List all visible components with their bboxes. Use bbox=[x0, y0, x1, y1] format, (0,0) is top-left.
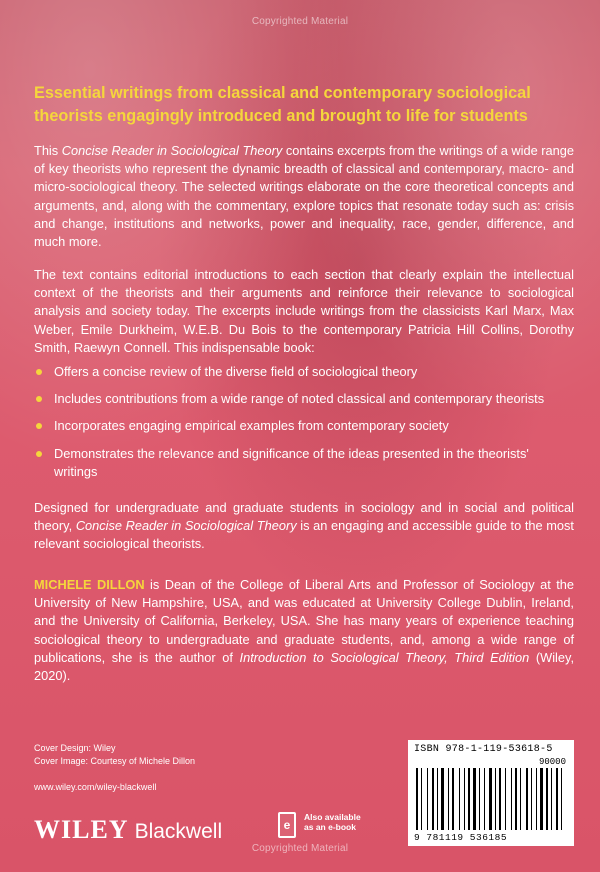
author-bio: MICHELE DILLON is Dean of the College of Liberal Arts and Professor of Sociology at the University of New Hampshire, USA, and was educated at University College Dublin, Ireland, and the University of California, Berkeley, USA. She has many years of experience teaching sociological theory to undergraduate and graduate students, and, among a wide range of publications, she is the author of Introduction to Sociological Theory, Third Edition (Wiley, 2020). bbox=[34, 577, 575, 684]
barcode-stripe bbox=[468, 768, 470, 830]
list-item: Demonstrates the relevance and significance of the ideas presented in the theorists' writings bbox=[34, 445, 564, 481]
ebook-line-1: Also available bbox=[304, 812, 361, 822]
barcode-stripe bbox=[499, 768, 501, 830]
description-paragraph-1: This Concise Reader in Sociological Theory contains excerpts from the writings of a wide range of key theorists who represent the dynamic breadth of classical and contemporary, macro- and micro-sociological theory. The selected writings elaborate on the core theoretical concepts and arguments, and, along with the commentary, explore topics that resonate today such as: crisis and change, institutions and networks, power and inequality, race, gender, difference, and much more. bbox=[34, 143, 575, 250]
barcode-stripe bbox=[416, 768, 418, 830]
barcode-stripe bbox=[473, 768, 476, 830]
ebook-notice bbox=[278, 812, 361, 838]
barcode-stripe bbox=[526, 768, 528, 830]
publisher-logo bbox=[34, 815, 222, 845]
watermark-bottom: Copyrighted Material bbox=[251, 843, 349, 854]
barcode-stripe bbox=[511, 768, 512, 830]
barcode-stripe bbox=[561, 768, 562, 830]
barcode-stripe bbox=[531, 768, 532, 830]
author-name: MICHELE DILLON bbox=[34, 577, 145, 592]
barcode-stripe bbox=[441, 768, 444, 830]
barcode-stripe bbox=[432, 768, 434, 830]
barcode-stripe bbox=[520, 768, 521, 830]
author-book-title: Introduction to Sociological Theory, Third Edition bbox=[239, 649, 530, 665]
list-item: Incorporates engaging empirical examples from contemporary society bbox=[34, 417, 564, 435]
logo-wiley: WILEY bbox=[34, 815, 129, 844]
book-title: Concise Reader in Sociological Theory bbox=[75, 518, 297, 534]
headline: Essential writings from classical and contemporary sociological theorists engagingly introduced and brought to life for students bbox=[34, 84, 531, 125]
barcode-stripe bbox=[536, 768, 537, 830]
barcode-stripe bbox=[459, 768, 460, 830]
cover-design-credit: Cover Design: Wiley bbox=[34, 743, 116, 753]
isbn-label: ISBN 978-1-119-53618-5 bbox=[414, 744, 553, 755]
barcode-stripe bbox=[479, 768, 480, 830]
publisher-url[interactable]: www.wiley.com/wiley-blackwell bbox=[34, 782, 157, 792]
barcode-stripe bbox=[489, 768, 492, 830]
barcode-stripe bbox=[448, 768, 449, 830]
book-title: Concise Reader in Sociological Theory bbox=[61, 143, 283, 158]
barcode-stripe bbox=[427, 768, 428, 830]
barcode-stripe bbox=[464, 768, 465, 830]
description-paragraph-2: The text contains editorial introductions to each section that clearly explain the intellectual context of the theorists and their arguments and reinforce their relevance to sociological analysis and society today. The excerpts include writings from the classicists Karl Marx, Max Weber, Emile Durkheim, W.E.B. Du Bois to the contemporary Patricia Hill Collins, Dorothy Smith, Raewyn Connell. This indispensable book: bbox=[34, 267, 574, 355]
bullet-icon bbox=[36, 396, 42, 402]
barcode-stripe bbox=[505, 768, 506, 830]
barcode-stripe bbox=[546, 768, 548, 830]
bullet-icon bbox=[36, 369, 42, 375]
barcode-bars bbox=[416, 768, 568, 830]
ebook-icon: e bbox=[278, 812, 296, 838]
watermark-top: Copyrighted Material bbox=[251, 16, 349, 27]
barcode-stripe bbox=[437, 768, 438, 830]
list-item: Offers a concise review of the diverse field of sociological theory bbox=[34, 363, 564, 381]
barcode-stripe bbox=[495, 768, 496, 830]
bullet-icon bbox=[36, 423, 42, 429]
barcode-stripe bbox=[484, 768, 485, 830]
barcode-stripe bbox=[515, 768, 517, 830]
feature-list bbox=[34, 363, 564, 490]
barcode-stripe bbox=[556, 768, 558, 830]
barcode-number: 9 781119 536185 bbox=[414, 832, 508, 843]
list-item: Includes contributions from a wide range of noted classical and contemporary theorists bbox=[34, 390, 564, 408]
price-addon: 90000 bbox=[538, 757, 566, 767]
barcode-stripe bbox=[540, 768, 543, 830]
bullet-icon bbox=[36, 451, 42, 457]
ebook-line-2: as an e-book bbox=[304, 822, 356, 832]
logo-blackwell: Blackwell bbox=[134, 820, 223, 843]
isbn-barcode bbox=[408, 740, 574, 846]
barcode-stripe bbox=[551, 768, 552, 830]
audience-paragraph: Designed for undergraduate and graduate students in sociology and in social and political theory, Concise Reader in Sociological Theory is an engaging and accessible guide to the most relevant sociological theorists. bbox=[34, 500, 574, 552]
cover-image-credit: Cover Image: Courtesy of Michele Dillon bbox=[34, 756, 196, 766]
barcode-stripe bbox=[421, 768, 422, 830]
barcode-stripe bbox=[452, 768, 454, 830]
cover-credits bbox=[34, 742, 195, 768]
